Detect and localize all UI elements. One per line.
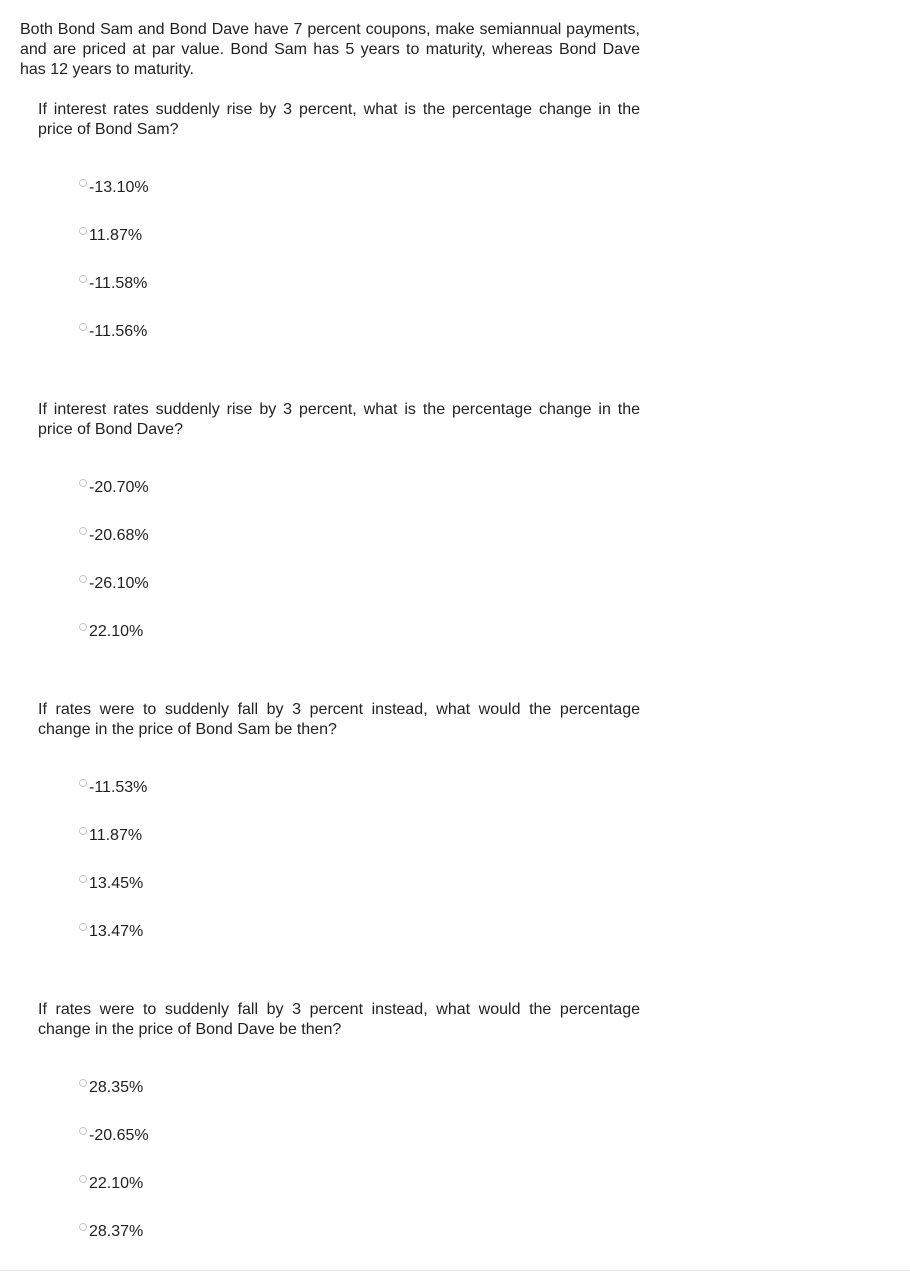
radio-button[interactable]	[79, 527, 87, 535]
answer-label: 11.87%	[89, 827, 143, 844]
answer-label: 22.10%	[89, 1175, 144, 1192]
answer-option[interactable]	[79, 322, 147, 342]
answer-label: 28.37%	[89, 1223, 144, 1240]
answer-option[interactable]	[79, 1174, 143, 1194]
answer-label: 13.47%	[89, 923, 144, 940]
answer-option[interactable]	[79, 526, 149, 546]
answer-label: 22.10%	[89, 623, 144, 640]
answer-label: -11.58%	[89, 275, 148, 292]
answer-option[interactable]	[79, 1078, 143, 1098]
radio-button[interactable]	[79, 923, 87, 931]
answer-option[interactable]	[79, 1126, 149, 1146]
answer-option[interactable]	[79, 274, 147, 294]
answer-label: -26.10%	[89, 575, 149, 592]
radio-button[interactable]	[79, 623, 87, 631]
answer-option[interactable]	[79, 778, 147, 798]
answer-label: -11.56%	[89, 323, 148, 340]
radio-button[interactable]	[79, 1175, 87, 1183]
answer-option[interactable]	[79, 874, 143, 894]
radio-button[interactable]	[79, 323, 87, 331]
question-4	[38, 1000, 640, 1240]
answer-label: -20.65%	[89, 1127, 149, 1144]
answer-option[interactable]	[79, 922, 143, 942]
radio-button[interactable]	[79, 1127, 87, 1135]
answer-option[interactable]	[79, 622, 143, 642]
answer-option[interactable]	[79, 1222, 143, 1242]
question-text: If interest rates suddenly rise by 3 percent, what is the percentage change in the price of Bond Dave?	[38, 401, 640, 438]
question-2	[38, 400, 640, 640]
radio-button[interactable]	[79, 1079, 87, 1087]
radio-button[interactable]	[79, 227, 87, 235]
answer-label: 28.35%	[89, 1079, 144, 1096]
answer-option[interactable]	[79, 826, 142, 846]
radio-button[interactable]	[79, 479, 87, 487]
radio-button[interactable]	[79, 827, 87, 835]
answer-label: 11.87%	[89, 227, 143, 244]
radio-button[interactable]	[79, 575, 87, 583]
radio-button[interactable]	[79, 275, 87, 283]
answer-option[interactable]	[79, 178, 149, 198]
question-text: If rates were to suddenly fall by 3 percent instead, what would the percentage change in the price of Bond Sam be then?	[38, 701, 640, 738]
radio-button[interactable]	[79, 179, 87, 187]
answer-option[interactable]	[79, 574, 149, 594]
answer-option[interactable]	[79, 226, 142, 246]
problem-intro: Both Bond Sam and Bond Dave have 7 percent coupons, make semiannual payments, and are priced at par value. Bond Sam has 5 years to maturity, whereas Bond Dave has 12 years to maturity.	[20, 21, 640, 78]
question-text: If interest rates suddenly rise by 3 percent, what is the percentage change in the price of Bond Sam?	[38, 101, 640, 138]
answer-option[interactable]	[79, 478, 149, 498]
answer-label: -20.68%	[89, 527, 149, 544]
answer-label: 13.45%	[89, 875, 144, 892]
bottom-divider	[0, 1270, 910, 1271]
question-text: If rates were to suddenly fall by 3 percent instead, what would the percentage change in the price of Bond Dave be then?	[38, 1001, 640, 1038]
question-3	[38, 700, 640, 940]
answer-label: -11.53%	[89, 779, 148, 796]
answer-label: -13.10%	[89, 179, 149, 196]
radio-button[interactable]	[79, 875, 87, 883]
answer-label: -20.70%	[89, 479, 149, 496]
question-1	[38, 100, 640, 340]
radio-button[interactable]	[79, 1223, 87, 1231]
radio-button[interactable]	[79, 779, 87, 787]
